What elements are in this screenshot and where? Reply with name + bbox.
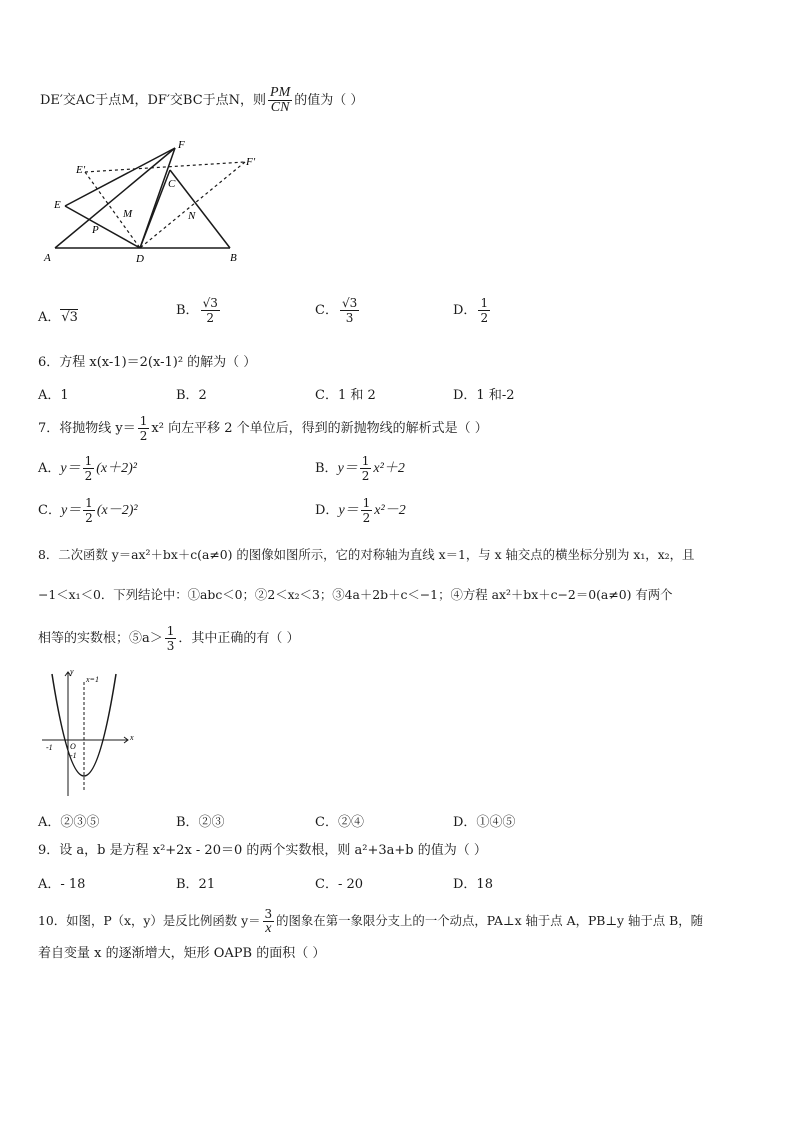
- q9-option-b[interactable]: B．21: [176, 877, 216, 892]
- q8-parabola-graph: [40, 668, 140, 798]
- q5-option-c[interactable]: C． $\frac{√3}{3}$: [315, 296, 358, 325]
- q5-option-a[interactable]: A．√3: [38, 310, 78, 325]
- label-e: E: [54, 199, 61, 211]
- q5-fraction: $\frac{PM}{CN}$: [270, 85, 291, 115]
- q6-option-d[interactable]: D．1 和-2: [453, 388, 515, 403]
- q5-option-b[interactable]: B． $\frac{√3}{2}$: [176, 296, 218, 325]
- graph-y-label: y: [70, 668, 74, 676]
- q7-option-b[interactable]: B．y＝ $\frac{1}{2}$ x²＋2: [315, 454, 405, 483]
- label-f-prime: F′: [246, 156, 256, 168]
- q9-stem: 9．设 a，b 是方程 x²+2x - 20＝0 的两个实数根，则 a²+3a+b 的值为（ ）: [38, 843, 487, 858]
- graph-neg1-y-label: -1: [70, 751, 77, 760]
- label-f: F: [178, 139, 185, 151]
- q8-line-2: −1＜x₁＜0．下列结论中：①abc＜0；②2＜x₂＜3；③4a＋2b＋c＜−1；④方程 ax²＋bx＋c−2＝0(a≠0) 有两个: [38, 587, 673, 602]
- label-a: A: [44, 252, 51, 264]
- q10-line-1: 10．如图，P（x，y）是反比例函数 y＝ $\frac{3}{x}$ 的图象在第一象限分支上的一个动点，PA⊥x 轴于点 A，PB⊥y 轴于点 B，随: [38, 907, 703, 936]
- q5-stem: DE′交AC于点M，DF′交BC于点N，则 $\frac{PM}{CN}$ 的值为（ ）: [40, 85, 364, 115]
- q10-line-2: 着自变量 x 的逐渐增大，矩形 OAPB 的面积（ ）: [38, 946, 326, 961]
- label-b: B: [230, 252, 237, 264]
- label-e-prime: E′: [76, 164, 86, 176]
- q9-option-a[interactable]: A．- 18: [38, 877, 86, 892]
- q7-stem: 7．将抛物线 y＝ $\frac{1}{2}$ x² 向左平移 2 个单位后，得到的新抛物线的解析式是（ ）: [38, 414, 488, 443]
- q7-option-c[interactable]: C．y＝ $\frac{1}{2}$ (x－2)²: [38, 496, 138, 525]
- q9-option-c[interactable]: C．- 20: [315, 877, 364, 892]
- graph-origin-label: O: [70, 742, 76, 751]
- q5-option-d[interactable]: D． $\frac{1}{2}$: [453, 296, 489, 325]
- q7-option-a[interactable]: A．y＝ $\frac{1}{2}$ (x＋2)²: [38, 454, 137, 483]
- q6-option-b[interactable]: B．2: [176, 388, 207, 403]
- q8-option-a[interactable]: A．②③⑤: [38, 815, 100, 830]
- q8-option-b[interactable]: B．②③: [176, 815, 225, 830]
- label-c: C: [168, 178, 176, 190]
- label-p: P: [92, 224, 99, 236]
- q8-line-1: 8．二次函数 y＝ax²＋bx＋c(a≠0) 的图像如图所示，它的对称轴为直线 x＝1，与 x 轴交点的横坐标分别为 x₁，x₂，且: [38, 547, 695, 562]
- label-n: N: [188, 210, 196, 222]
- q8-option-c[interactable]: C．②④: [315, 815, 364, 830]
- graph-neg1-x-label: -1: [46, 743, 53, 752]
- q9-option-d[interactable]: D．18: [453, 877, 493, 892]
- q6-option-c[interactable]: C．1 和 2: [315, 388, 376, 403]
- q5-geometry-figure: [40, 138, 270, 268]
- q7-option-d[interactable]: D．y＝ $\frac{1}{2}$ x²－2: [315, 496, 406, 525]
- q6-stem: 6．方程 x(x-1)＝2(x-1)² 的解为（ ）: [38, 355, 257, 370]
- graph-axis-label: x=1: [86, 675, 99, 684]
- q6-option-a[interactable]: A．1: [38, 388, 69, 403]
- q8-line-3: 相等的实数根；⑤a＞ $\frac{1}{3}$ ．其中正确的有（ ）: [38, 624, 300, 653]
- q8-option-d[interactable]: D．①④⑤: [453, 815, 516, 830]
- graph-x-label: x: [130, 733, 134, 742]
- label-m: M: [123, 208, 133, 220]
- label-d: D: [136, 253, 144, 265]
